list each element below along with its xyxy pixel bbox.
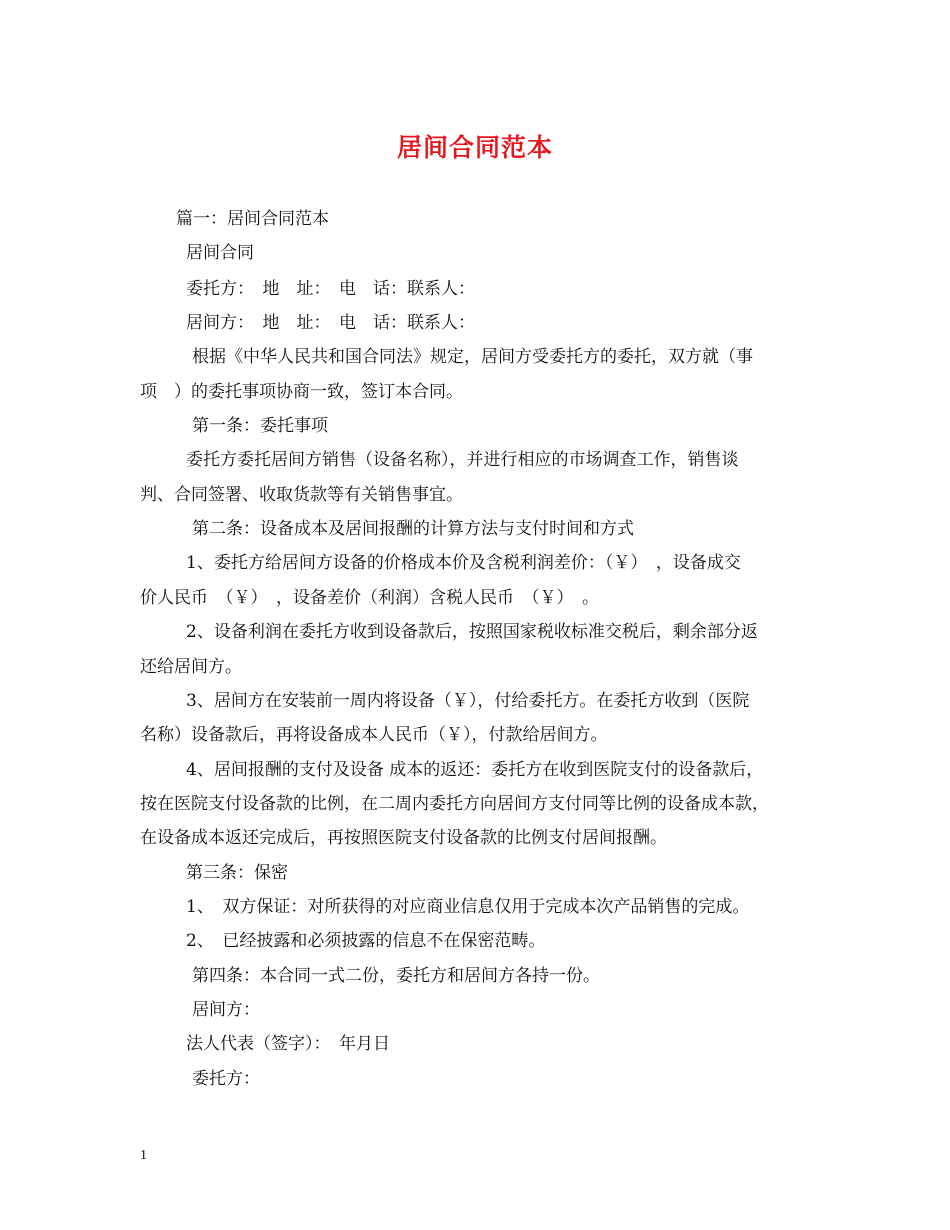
paragraph-line: 项 ）的委托事项协商一致，签订本合同。 <box>140 382 463 402</box>
article-heading: 第一条：委托事项 <box>192 416 328 436</box>
paragraph-line: 价人民币 （￥） ，设备差价（利润）含税人民币 （￥） 。 <box>140 588 599 608</box>
client-party-line: 委托方： 地 址： 电 话：联系人： <box>186 279 475 299</box>
paragraph-line: 在设备成本返还完成后，再按照医院支付设备款的比例支付居间报酬。 <box>140 828 667 848</box>
section-heading: 篇一：居间合同范本 <box>176 209 329 229</box>
paragraph-line: 按在医院支付设备款的比例，在二周内委托方向居间方支付同等比例的设备成本款， <box>140 794 769 814</box>
paragraph-line: 3、居间方在安装前一周内将设备（￥），付给委托方。在委托方收到（医院 <box>186 691 750 711</box>
signature-line: 法人代表（签字）： 年月日 <box>186 1034 390 1054</box>
broker-party-line: 居间方： 地 址： 电 话：联系人： <box>186 313 475 333</box>
paragraph-line: 判、合同签署、收取货款等有关销售事宜。 <box>140 485 463 505</box>
paragraph-line: 1、委托方给居间方设备的价格成本价及含税利润差价：（￥） ，设备成交 <box>186 553 741 573</box>
paragraph-line: 2、 已经披露和必须披露的信息不在保密范畴。 <box>186 931 546 951</box>
page-number: 1 <box>140 1148 147 1163</box>
signature-line: 居间方： <box>192 1000 260 1020</box>
document-title: 居间合同范本 <box>396 133 553 162</box>
paragraph-line: 2、设备利润在委托方收到设备款后，按照国家税收标准交税后，剩余部分返 <box>186 622 758 642</box>
signature-line: 委托方： <box>192 1069 260 1089</box>
article-heading: 第四条：本合同一式二份，委托方和居间方各持一份。 <box>192 966 600 986</box>
article-heading: 第二条：设备成本及居间报酬的计算方法与支付时间和方式 <box>192 519 634 539</box>
article-heading: 第三条：保密 <box>186 863 288 883</box>
contract-name: 居间合同 <box>186 243 254 263</box>
paragraph-line: 1、 双方保证：对所获得的对应商业信息仅用于完成本次产品销售的完成。 <box>186 897 750 917</box>
paragraph-line: 名称）设备款后，再将设备成本人民币（￥），付款给居间方。 <box>140 725 608 745</box>
paragraph-line: 委托方委托居间方销售（设备名称），并进行相应的市场调查工作，销售谈 <box>186 450 739 470</box>
paragraph-line: 根据《中华人民共和国合同法》规定，居间方受委托方的委托，双方就（事 <box>192 347 753 367</box>
paragraph-line: 还给居间方。 <box>140 657 242 677</box>
paragraph-line: 4、居间报酬的支付及设备 成本的返还：委托方在收到医院支付的设备款后， <box>186 760 764 780</box>
